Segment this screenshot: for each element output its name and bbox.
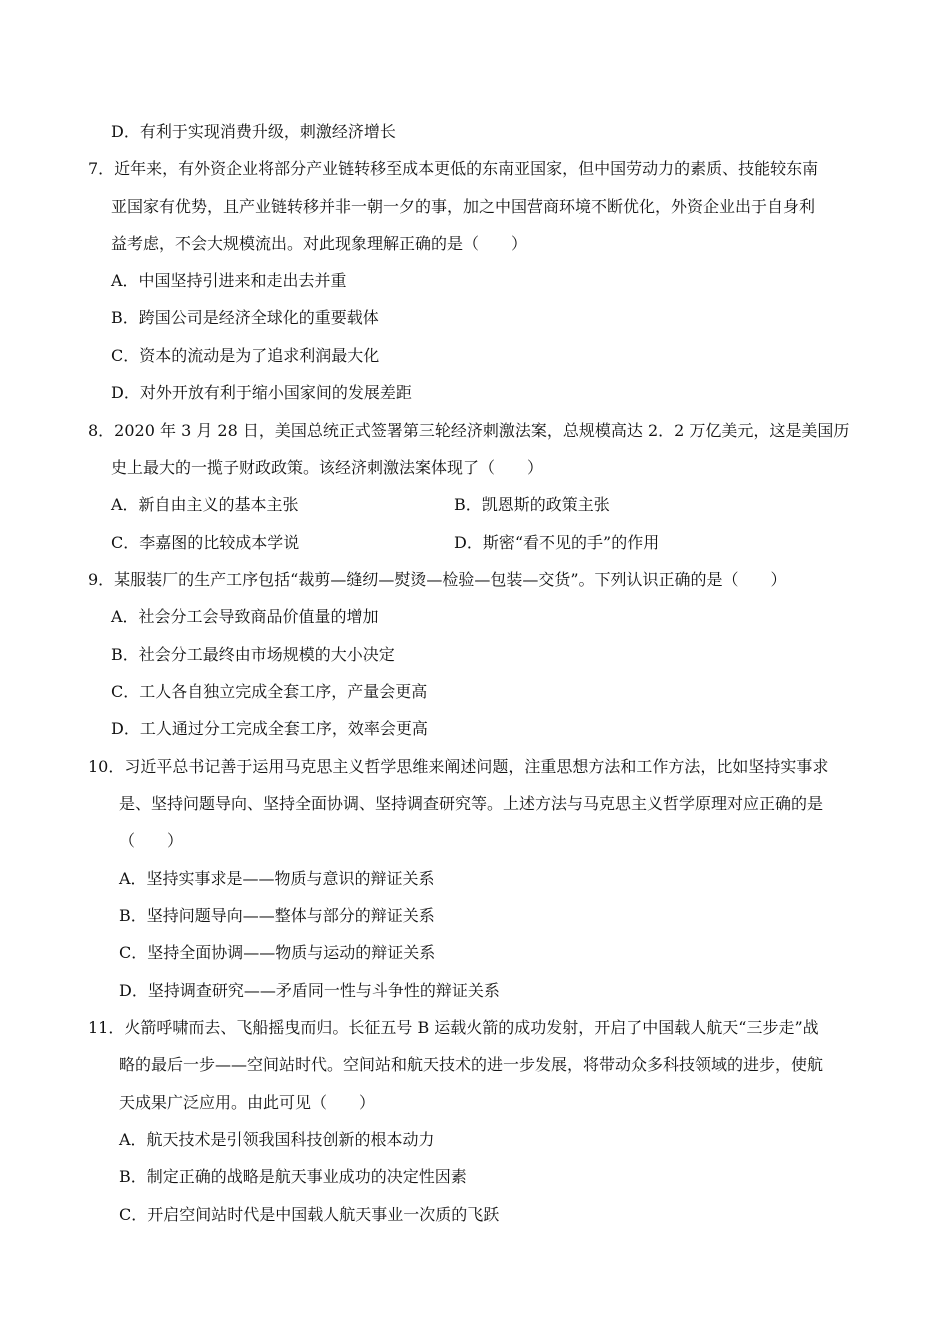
q9-option-b: B．社会分工最终由市场规模的大小决定	[111, 645, 395, 664]
q7-option-a: A．中国坚持引进来和走出去并重	[111, 271, 347, 290]
q11-option-b: B．制定正确的战略是航天事业成功的决定性因素	[119, 1167, 467, 1186]
q9-option-a: A．社会分工会导致商品价值量的增加	[111, 607, 379, 626]
q10-option-b: B．坚持问题导向——整体与部分的辩证关系	[119, 906, 435, 925]
q10-option-c: C．坚持全面协调——物质与运动的辩证关系	[119, 943, 436, 962]
q8-stem-line-2: 史上最大的一揽子财政政策。该经济刺激法案体现了（ ）	[111, 458, 544, 477]
q10-option-d: D．坚持调查研究——矛盾同一性与斗争性的辩证关系	[119, 981, 500, 1000]
q11-option-c: C．开启空间站时代是中国载人航天事业一次质的飞跃	[119, 1205, 500, 1224]
q8-stem-line-1: 8．2020 年 3 月 28 日，美国总统正式签署第三轮经济刺激法案，总规模高达 2．2 万亿美元，这是美国历	[88, 421, 850, 440]
q9-option-d: D．工人通过分工完成全套工序，效率会更高	[111, 719, 428, 738]
q9-stem-line-1: 9．某服装厂的生产工序包括“裁剪—缝纫—熨烫—检验—包装—交货”。下列认识正确的是（ ）	[88, 570, 787, 589]
q7-option-d: D．对外开放有利于缩小国家间的发展差距	[111, 383, 412, 402]
q9-option-c: C．工人各自独立完成全套工序，产量会更高	[111, 682, 428, 701]
q10-stem-line-2: 是、坚持问题导向、坚持全面协调、坚持调查研究等。上述方法与马克思主义哲学原理对应正确的是	[119, 794, 824, 813]
q6-option-d: D．有利于实现消费升级，刺激经济增长	[111, 122, 396, 141]
q11-stem-line-1: 11．火箭呼啸而去、飞船摇曳而归。长征五号 B 运载火箭的成功发射，开启了中国载人航天“三步走”战	[88, 1018, 819, 1037]
q11-option-a: A．航天技术是引领我国科技创新的根本动力	[119, 1130, 435, 1149]
q7-option-c: C．资本的流动是为了追求利润最大化	[111, 346, 380, 365]
q10-stem-line-1: 10．习近平总书记善于运用马克思主义哲学思维来阐述问题，注重思想方法和工作方法，比如坚持实事求	[88, 757, 829, 776]
q8-option-d: D．斯密“看不见的手”的作用	[454, 533, 660, 552]
q11-stem-line-3: 天成果广泛应用。由此可见（ ）	[119, 1093, 376, 1112]
q8-option-b: B．凯恩斯的政策主张	[454, 495, 610, 514]
q8-option-c: C．李嘉图的比较成本学说	[111, 533, 300, 552]
q11-stem-line-2: 略的最后一步——空间站时代。空间站和航天技术的进一步发展，将带动众多科技领域的进步，使航	[119, 1055, 824, 1074]
q10-option-a: A．坚持实事求是——物质与意识的辩证关系	[119, 869, 435, 888]
q8-option-a: A．新自由主义的基本主张	[111, 495, 299, 514]
q10-stem-line-3: （ ）	[119, 831, 184, 850]
q7-stem-line-2: 亚国家有优势，且产业链转移并非一朝一夕的事，加之中国营商环境不断优化，外资企业出于自身利	[111, 197, 816, 216]
q7-option-b: B．跨国公司是经济全球化的重要载体	[111, 308, 379, 327]
q7-stem-line-3: 益考虑，不会大规模流出。对此现象理解正确的是（ ）	[111, 234, 528, 253]
q7-stem-line-1: 7．近年来，有外资企业将部分产业链转移至成本更低的东南亚国家，但中国劳动力的素质、技能较东南	[88, 159, 819, 178]
